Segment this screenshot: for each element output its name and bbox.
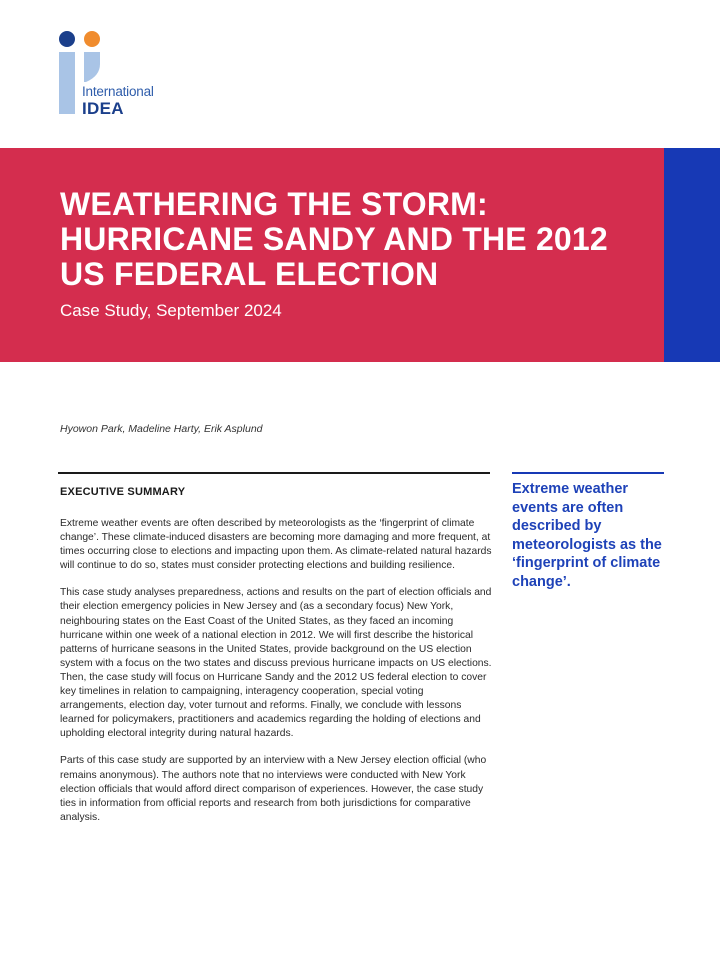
page-subtitle: Case Study, September 2024 — [60, 301, 282, 320]
title-banner-accent — [664, 148, 720, 362]
section-divider — [58, 472, 490, 474]
page-title: WEATHERING THE STORM: HURRICANE SANDY AND THE 2012 US FEDERAL ELECTION — [60, 186, 608, 292]
summary-paragraph: This case study analyses preparedness, actions and results on the part of election officials and their election emergency policies in New Jersey and (as a secondary focus) New York, neighbouring states on the East Coast of the United States, as they faced an incoming hurricane within one week of a national election in 2012. We will first describe the historical patterns of hurricane seasons in the United States, provide background on the US election system with a focus on the two states and discuss previous hurricane impacts on US elections. Then, the case study will focus on Hurricane Sandy and the 2012 US federal election to cover key timelines in relation to campaigning, interagency cooperation, special voting arrangements, election day, voter turnout and reforms. Finally, we conclude with lessons learned for policymakers, practitioners and academics regarding the holding of elections and upholding electoral integrity during natural hazards. — [60, 587, 492, 740]
summary-paragraph: Extreme weather events are often described by meteorologists as the ‘fingerprint of climate change’. These climate-induced disasters are becoming more damaging and more frequent, at times occurring close to elections and impacting upon them. As climate-related natural hazards will continue to do so, states must consider protecting elections and building resilience. — [60, 518, 492, 572]
international-idea-logo[interactable] — [58, 30, 198, 125]
section-heading: EXECUTIVE SUMMARY — [60, 486, 186, 498]
executive-summary-body — [60, 517, 492, 838]
pull-quote-divider — [512, 472, 664, 474]
pull-quote: Extreme weather events are often described by meteorologists as the ‘fingerprint of climate change’. — [512, 481, 662, 590]
logo-text-international: International — [82, 84, 154, 99]
authors: Hyowon Park, Madeline Harty, Erik Asplund — [60, 423, 263, 435]
summary-paragraph: Parts of this case study are supported by an interview with a New Jersey election official (who remains anonymous). The authors note that no interviews were conducted with New York election officials that would afford direct comparison of experiences. However, the case study ties in information from official reports and research from both jurisdictions for comparative analysis. — [60, 755, 487, 823]
logo-text-idea: IDEA — [82, 99, 124, 118]
